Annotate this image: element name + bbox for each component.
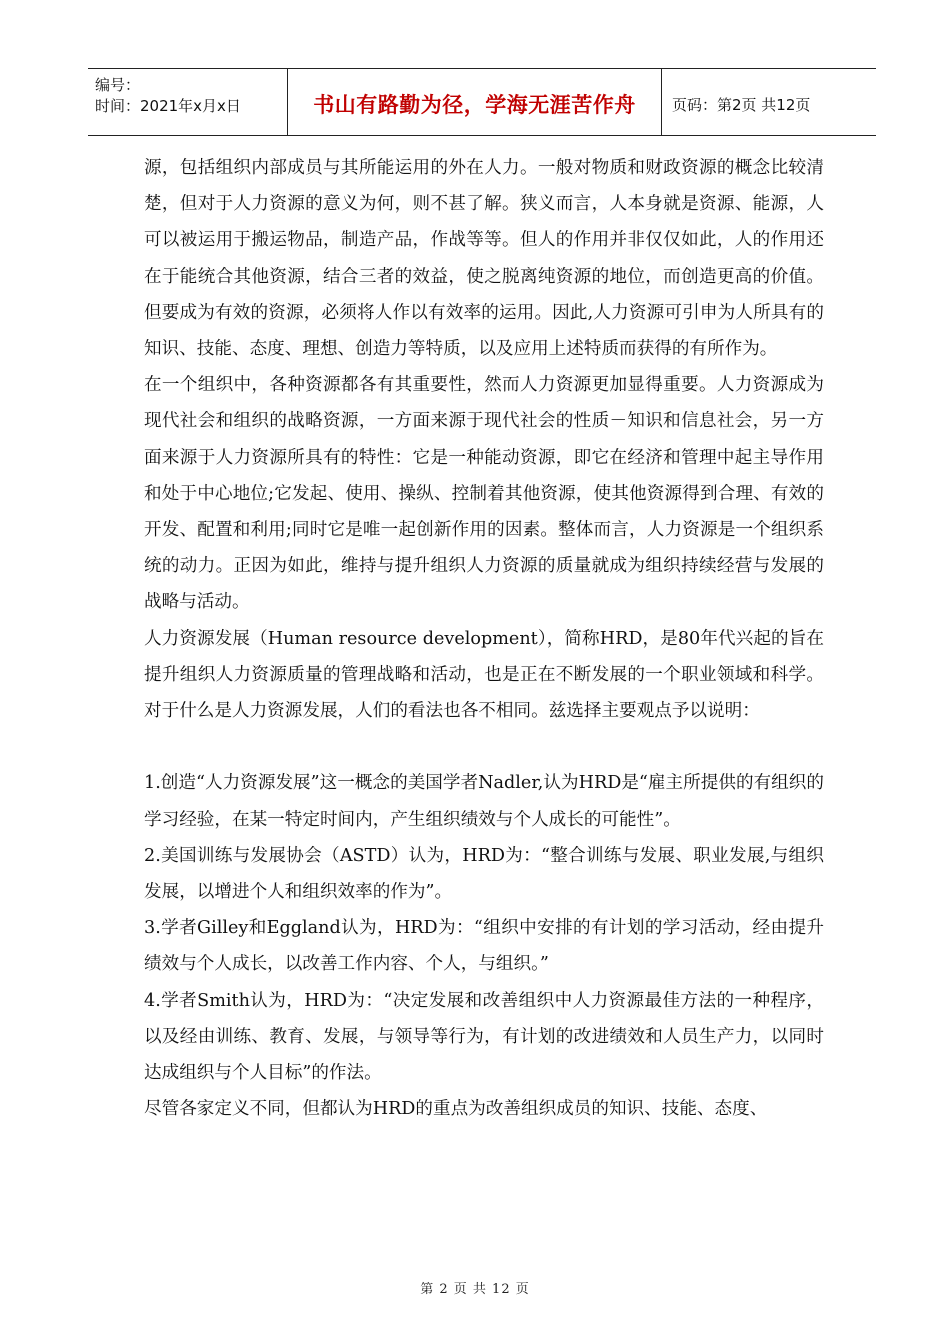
list-item-smith: 4.学者Smith认为，HRD为：“决定发展和改善组织中人力资源最佳方法的一种程序，以及经由训练、教育、发展，与领导等行为，有计划的改进绩效和人员生产力，以同时达成组织与个人目标”的作法。: [144, 990, 824, 1084]
header-page-info: 页码：第2页 共12页: [672, 95, 811, 114]
header-motto: 书山有路勤为径，学海无涯苦作舟: [288, 69, 662, 135]
doc-number-label: 编号：: [95, 76, 141, 94]
paragraph-hrd-intro: 人力资源发展（Human resource development），简称HRD，是80年代兴起的旨在提升组织人力资源质量的管理战略和活动，也是正在不断发展的一个职业领域和科学。对于什么是人力资源发展，人们的看法也各不相同。兹选择主要观点予以说明：: [144, 628, 824, 722]
paragraph-summary: 尽管各家定义不同，但都认为HRD的重点为改善组织成员的知识、技能、态度、: [144, 1099, 768, 1120]
list-item-astd: 2.美国训练与发展协会（ASTD）认为，HRD为：“整合训练与发展、职业发展,与组织发展，以增进个人和组织效率的作为”。: [144, 845, 824, 903]
document-body: [144, 150, 824, 1127]
list-item-gilley-eggland: 3.学者Gilley和Eggland认为，HRD为：“组织中安排的有计划的学习活动，经由提升绩效与个人成长，以改善工作内容、个人，与组织。”: [144, 918, 824, 975]
page-header: [88, 68, 876, 136]
paragraph-human-resource-definition: 源，包括组织内部成员与其所能运用的外在人力。一般对物质和财政资源的概念比较清楚，但对于人力资源的意义为何，则不甚了解。狭义而言，人本身就是资源、能源，人可以被运用于搬运物品，制造产品，作战等等。但人的作用并非仅仅如此，人的作用还在于能统合其他资源，结合三者的效益，使之脱离纯资源的地位，而创造更高的价值。但要成为有效的资源，必须将人作以有效率的运用。因此,人力资源可引申为人所具有的知识、技能、态度、理想、创造力等特质，以及应用上述特质而获得的有所作为。: [144, 158, 824, 360]
paragraph-resource-importance: 在一个组织中，各种资源都各有其重要性，然而人力资源更加显得重要。人力资源成为现代社会和组织的战略资源，一方面来源于现代社会的性质－知识和信息社会，另一方面来源于人力资源所具有的特性：它是一种能动资源，即它在经济和管理中起主导作用和处于中心地位;它发起、使用、操纵、控制着其他资源，使其他资源得到合理、有效的开发、配置和利用;同时它是唯一起创新作用的因素。整体而言，人力资源是一个组织系统的动力。正因为如此，维持与提升组织人力资源的质量就成为组织持续经营与发展的战略与活动。: [144, 375, 824, 613]
doc-time-label: 时间：2021年x月x日: [95, 97, 241, 115]
page-footer: 第 2 页 共 12 页: [420, 1282, 530, 1297]
list-item-nadler: 1.创造“人力资源发展”这一概念的美国学者Nadler,认为HRD是“雇主所提供的有组织的学习经验，在某一特定时间内，产生组织绩效与个人成长的可能性”。: [144, 773, 824, 830]
blank-line: [144, 729, 824, 765]
header-meta-cell: [88, 69, 288, 135]
